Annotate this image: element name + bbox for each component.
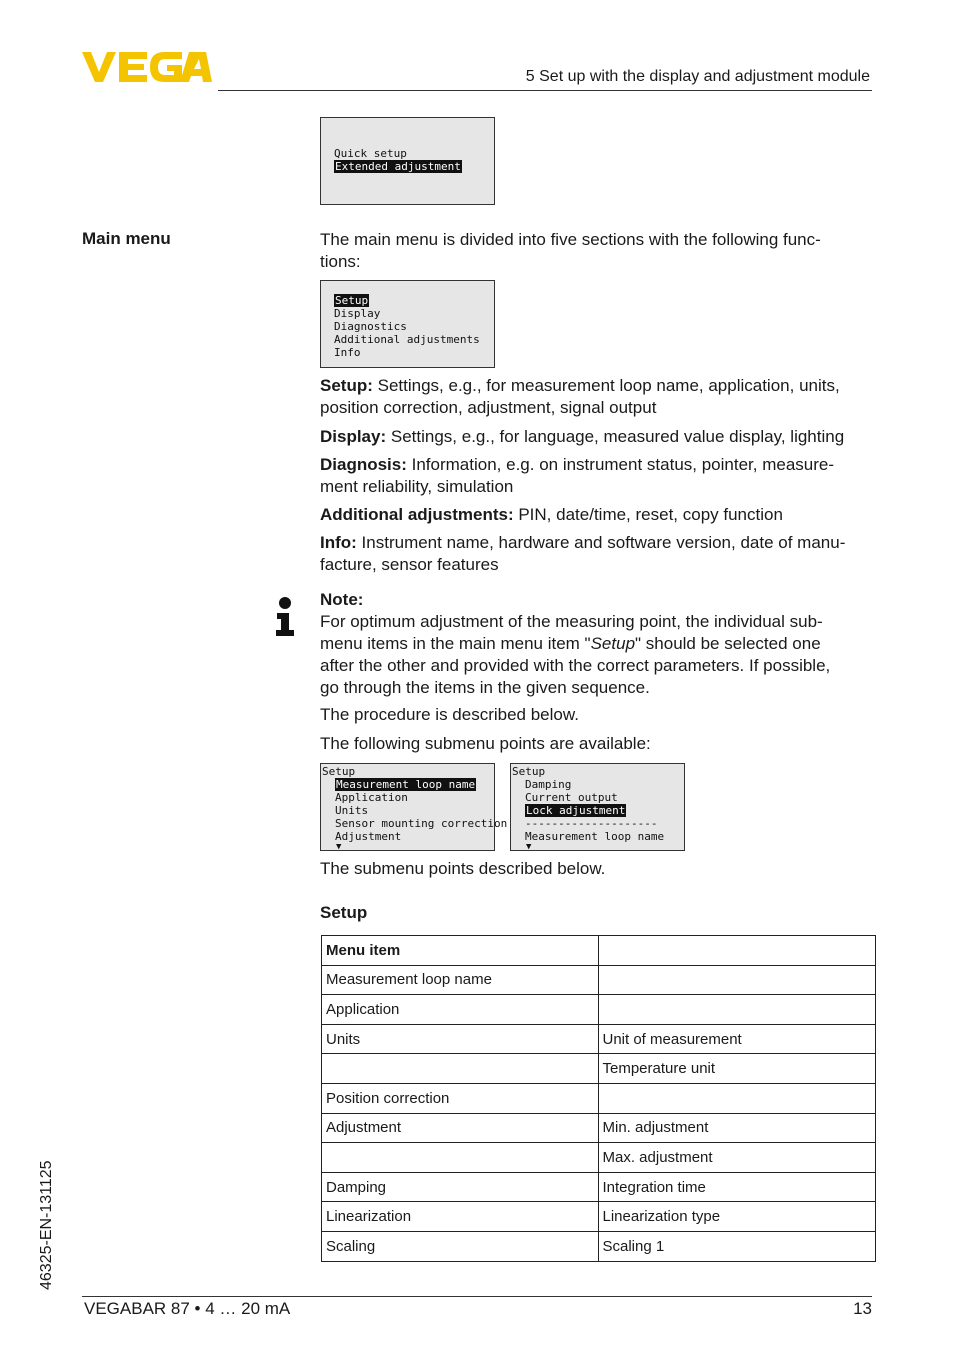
- menu-item-additional-description: Additional adjustments: PIN, date/time, reset, copy function: [320, 505, 783, 524]
- table-cell: Integration time: [598, 1172, 876, 1202]
- lcd-row: Application: [335, 791, 408, 804]
- document-id: 46325-EN-131125: [38, 1160, 55, 1290]
- header-divider: [218, 90, 872, 91]
- table-cell: [598, 1083, 876, 1113]
- lcd-setup-submenu-2: [510, 763, 685, 851]
- table-header-cell: Menu item: [322, 936, 599, 966]
- table-row: [322, 1202, 876, 1232]
- table-row: [322, 1172, 876, 1202]
- footer-divider: [82, 1296, 872, 1297]
- table-header-row: [322, 936, 876, 966]
- lcd-setup-submenu-1: [320, 763, 508, 852]
- menu-item-diagnosis-description: Diagnosis: Information, e.g. on instrument status, pointer, measure- ment reliability, simulation: [320, 455, 835, 496]
- table-row: [322, 1231, 876, 1261]
- lcd-row: Sensor mounting correction: [335, 817, 508, 830]
- info-icon: [272, 596, 298, 638]
- table-cell: Units: [322, 1024, 599, 1054]
- submenu-intro: The following submenu points are available:: [320, 734, 651, 753]
- page-number: 13: [853, 1299, 872, 1318]
- table-cell: Min. adjustment: [598, 1113, 876, 1143]
- table-cell: Position correction: [322, 1083, 599, 1113]
- setup-heading: Setup: [320, 903, 368, 922]
- lcd-row: Additional adjustments: [334, 333, 480, 346]
- lcd-row: Info: [334, 346, 361, 359]
- table-cell: Linearization: [322, 1202, 599, 1232]
- table-cell: Scaling 1: [598, 1231, 876, 1261]
- lcd-separator: --------------------: [525, 817, 658, 830]
- table-row: [322, 1024, 876, 1054]
- lcd-main-menu: [320, 280, 495, 368]
- lcd-row: Display: [334, 307, 381, 320]
- header-section-title: 5 Set up with the display and adjustment module: [525, 68, 870, 85]
- menu-item-display-description: Display: Settings, e.g., for language, measured value display, lighting: [320, 427, 845, 446]
- table-cell: [598, 995, 876, 1025]
- table-row: [322, 1143, 876, 1173]
- lcd-row-selected: Measurement loop name: [336, 778, 476, 791]
- lcd-row: Measurement loop name: [525, 830, 665, 843]
- lcd-title: Setup: [512, 765, 546, 778]
- lcd-row: Adjustment: [335, 830, 402, 843]
- lcd-start-screen: [320, 117, 495, 205]
- table-cell: Linearization type: [598, 1202, 876, 1232]
- lcd-row-selected: Extended adjustment: [335, 160, 461, 173]
- table-cell: Unit of measurement: [598, 1024, 876, 1054]
- table-row: [322, 1083, 876, 1113]
- note-block: Note: For optimum adjustment of the measuring point, the individual sub- menu items in the main menu item "Setup" should be selected one after the other and provided with the correct parameters. If possible, go through the items in the given sequence.: [320, 590, 831, 697]
- note-title: Note:: [320, 590, 364, 609]
- table-cell: Application: [322, 995, 599, 1025]
- table-cell: Max. adjustment: [598, 1143, 876, 1173]
- lcd-title: Setup: [322, 765, 356, 778]
- menu-item-info-description: Info: Instrument name, hardware and software version, date of manu- facture, sensor features: [320, 533, 846, 574]
- vega-logo: [82, 48, 212, 84]
- table-row: [322, 995, 876, 1025]
- table-cell: Adjustment: [322, 1113, 599, 1143]
- table-row: [322, 965, 876, 995]
- scroll-down-icon: ▼: [526, 842, 532, 852]
- submenu-described-text: The submenu points described below.: [320, 859, 606, 878]
- setup-menu-table: [321, 935, 876, 1262]
- lcd-row-selected: Setup: [335, 294, 369, 307]
- scroll-down-icon: ▼: [336, 842, 342, 852]
- lcd-row: Diagnostics: [334, 320, 407, 333]
- lcd-row: Current output: [525, 791, 618, 804]
- procedure-text: The procedure is described below.: [320, 705, 579, 724]
- side-label-main-menu: Main menu: [82, 229, 171, 248]
- table-cell: Measurement loop name: [322, 965, 599, 995]
- footer-product: VEGABAR 87 • 4 … 20 mA: [84, 1299, 291, 1318]
- lcd-row: Units: [335, 804, 369, 817]
- table-cell: Damping: [322, 1172, 599, 1202]
- table-row: [322, 1113, 876, 1143]
- table-cell: [322, 1054, 599, 1084]
- lcd-row: Damping: [525, 778, 572, 791]
- table-cell: [322, 1143, 599, 1173]
- table-cell: [598, 965, 876, 995]
- main-menu-intro: The main menu is divided into five sections with the following func- tions:: [320, 230, 821, 271]
- table-cell: Temperature unit: [598, 1054, 876, 1084]
- table-row: [322, 1054, 876, 1084]
- lcd-row: Quick setup: [334, 147, 407, 160]
- lcd-row-selected: Lock adjustment: [526, 804, 626, 817]
- menu-item-setup-description: Setup: Settings, e.g., for measurement loop name, application, units, position correction, adjustment, signal output: [320, 376, 840, 417]
- table-cell: Scaling: [322, 1231, 599, 1261]
- table-header-cell: [598, 936, 876, 966]
